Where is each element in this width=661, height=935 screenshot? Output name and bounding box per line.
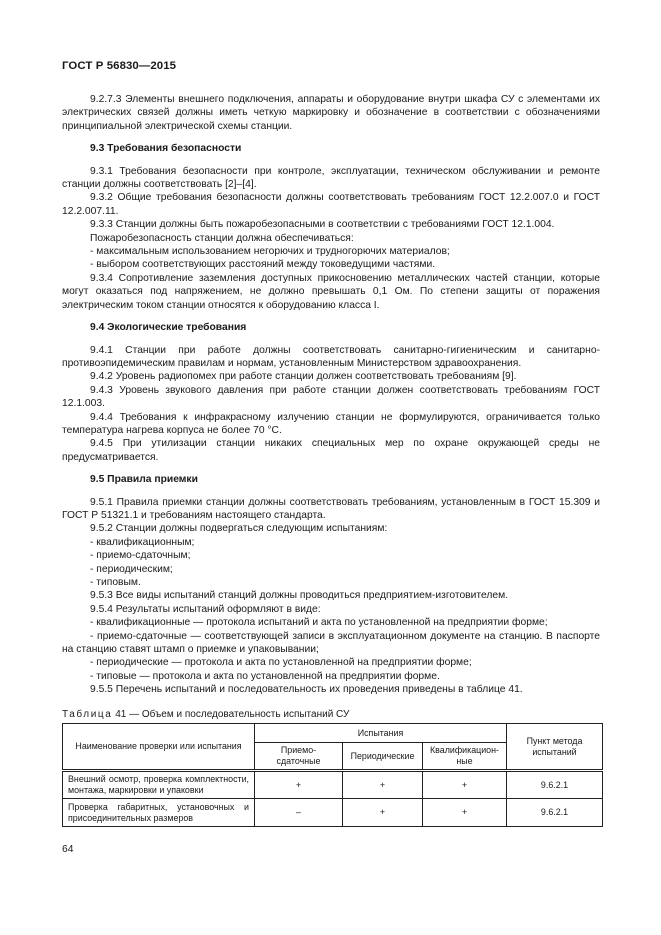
list-item: - приемо-сдаточным; bbox=[90, 550, 191, 562]
row-qualification-mark: + bbox=[423, 799, 507, 827]
row-periodic-mark: + bbox=[343, 771, 423, 799]
paragraph: 9.4.3 Уровень звукового давления при работе станции должен соответствовать требованиям ГОСТ 12.1.003. bbox=[62, 384, 600, 410]
paragraph: 9.4.1 Станции при работе должны соответствовать санитарно-гигиеническим и санитарно-противоэпидемическим правилам и нормам, установленным Министерством здравоохранения. bbox=[62, 344, 600, 369]
paragraph: 9.5.5 Перечень испытаний и последовательность их проведения приведены в таблице 41. bbox=[90, 684, 523, 696]
row-test-name: Проверка габаритных, установочных и присоединительных размеров bbox=[63, 799, 255, 827]
document-header: ГОСТ Р 56830—2015 bbox=[62, 60, 177, 72]
paragraph: - приемо-сдаточные — соответствующей записи в эксплуатационном документе на станцию. В паспорте на станцию ставят штамп о приемке и упаковывании; bbox=[62, 630, 600, 656]
table-caption-label: Таблица bbox=[62, 708, 113, 720]
header-periodic: Периодические bbox=[343, 743, 423, 771]
paragraph: 9.5.3 Все виды испытаний станций должны проводиться предприятием-изготовителем. bbox=[90, 590, 509, 602]
list-item: - квалификационным; bbox=[90, 536, 195, 548]
list-item: - периодические — протокола и акта по установленной на предприятии форме; bbox=[90, 657, 472, 669]
table-row bbox=[63, 799, 603, 827]
paragraph: 9.3.3 Станции должны быть пожаробезопасными в соответствии с требованиями ГОСТ 12.1.004. bbox=[90, 219, 555, 231]
section-heading: 9.3 Требования безопасности bbox=[90, 143, 242, 155]
paragraph: 9.5.1 Правила приемки станции должны соответствовать требованиям, установленным в ГОСТ 15.309 и ГОСТ Р 51321.1 и требованиям настоящего стандарта. bbox=[62, 496, 600, 521]
header-qualification: Квалификацион-ные bbox=[423, 743, 507, 771]
section-heading: 9.4 Экологические требования bbox=[90, 322, 247, 334]
list-item: - квалификационные — протокола испытаний и акта по установленной на предприятии форме; bbox=[90, 617, 548, 629]
list-item: - выбором соответствующих расстояний между токоведущими частями. bbox=[90, 259, 436, 271]
row-qualification-mark: + bbox=[423, 771, 507, 799]
paragraph: 9.3.2 Общие требования безопасности должны соответствовать требованиям ГОСТ 12.2.007.0 и ГОСТ 12.2.007.11. bbox=[62, 192, 600, 217]
paragraph: 9.5.4 Результаты испытаний оформляют в виде: bbox=[90, 603, 321, 615]
table-row bbox=[63, 771, 603, 799]
list-item: - периодическим; bbox=[90, 563, 173, 575]
paragraph: 9.4.5 При утилизации станции никаких специальных мер по охране окружающей среды не предусматривается. bbox=[62, 438, 600, 463]
row-test-name: Внешний осмотр, проверка комплектности, монтажа, маркировки и упаковки bbox=[63, 771, 255, 799]
row-method-clause: 9.6.2.1 bbox=[507, 771, 603, 799]
table-caption-title: 41 — Объем и последовательность испытаний СУ bbox=[112, 708, 350, 720]
list-item: - типовым. bbox=[90, 577, 141, 588]
page-number: 64 bbox=[62, 844, 74, 855]
paragraph: 9.4.2 Уровень радиопомех при работе станции должен соответствовать требованиям [9]. bbox=[90, 371, 517, 383]
header-method-clause: Пункт метода испытаний bbox=[507, 724, 603, 771]
paragraph: 9.5.2 Станции должны подвергаться следующим испытаниям: bbox=[90, 523, 388, 535]
list-item: - максимальным использованием негорючих и трудногорючих материалов; bbox=[90, 246, 450, 258]
paragraph: 9.4.4 Требования к инфракрасному излучению станции не формулируются, ограничивается только температура нагрева корпуса не более 70 °С. bbox=[62, 411, 600, 436]
row-periodic-mark: + bbox=[343, 799, 423, 827]
paragraph: 9.3.1 Требования безопасности при контроле, эксплуатации, техническом обслуживании и ремонте станции должны соответствовать [2]–[4]. bbox=[62, 165, 600, 191]
header-test-name: Наименование проверки или испытания bbox=[63, 724, 255, 771]
row-acceptance-mark: + bbox=[255, 771, 343, 799]
table-caption bbox=[62, 708, 600, 721]
header-tests-group: Испытания bbox=[255, 724, 507, 743]
row-method-clause: 9.6.2.1 bbox=[507, 799, 603, 827]
section-heading: 9.5 Правила приемки bbox=[90, 474, 198, 486]
paragraph: 9.2.7.3 Элементы внешнего подключения, аппараты и оборудование внутри шкафа СУ с элементами их электрических связей должны иметь четкую маркировку и обозначение в соответствии с обозначениями принципиальной электрической схемы станции. bbox=[62, 94, 600, 132]
list-item: - типовые — протокола и акта по установленной на предприятии форме. bbox=[90, 670, 440, 682]
paragraph: Пожаробезопасность станции должна обеспечиваться: bbox=[90, 232, 354, 244]
document-body bbox=[62, 93, 600, 721]
row-acceptance-mark: – bbox=[255, 799, 343, 827]
header-acceptance: Приемо-сдаточные bbox=[255, 743, 343, 771]
tests-table bbox=[62, 723, 603, 827]
paragraph: 9.3.4 Сопротивление заземления доступных прикосновению металлических частей станции, которые могут оказаться под напряжением, не должно превышать 0,1 Ом. По степени защиты от поражения электрическим током станции относятся к оборудованию класса I. bbox=[62, 272, 600, 311]
